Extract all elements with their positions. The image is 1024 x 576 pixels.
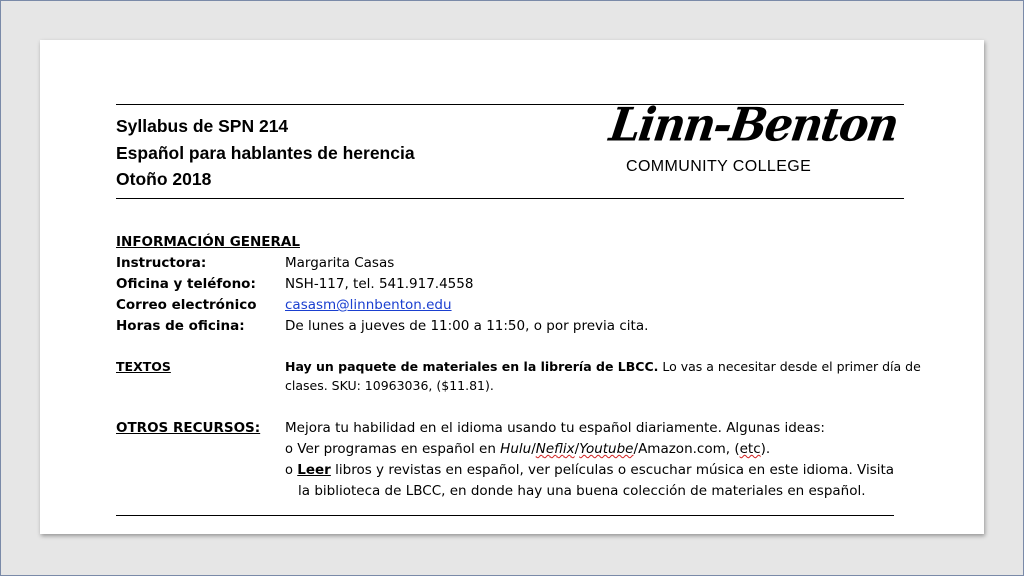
resources-bullet-1 [285,440,770,459]
resources-bullet-2-line2: la biblioteca de LBCC, en donde hay una buena colección de materiales en español. [298,483,866,499]
college-logo-subtitle: COMMUNITY COLLEGE [626,158,812,175]
office-hours-label: Horas de oficina: [116,318,245,334]
bullet-icon: o [285,442,293,457]
office-label: Oficina y teléfono: [116,276,256,292]
document-page [40,40,984,534]
resources-bullet-2 [285,461,894,480]
college-logo: Linn-Benton [606,98,901,153]
texts-bold: Hay un paquete de materiales en la librería de LBCC. [285,359,659,374]
texts-line1 [285,358,921,376]
slash: / [633,441,639,457]
term: Otoño 2018 [116,169,212,189]
youtube-text: Youtube [579,441,634,457]
resources-intro: Mejora tu habilidad en el idioma usando tu español diariamente. Algunas ideas: [285,420,825,436]
texts-heading: TEXTOS [116,359,171,374]
bottom-rule [116,515,894,516]
resources-heading: OTROS RECURSOS: [116,420,261,436]
slash: / [574,441,580,457]
email-link[interactable]: casasm@linnbenton.edu [285,297,452,313]
instructor-label: Instructora: [116,255,207,271]
bullet-1-end: ). [760,441,771,457]
texts-rest: Lo vas a necesitar desde el primer día de [658,359,921,374]
neflix-text: Neflix [535,441,575,457]
etc-text: etc [739,441,761,457]
syllabus-title: Syllabus de SPN 214 [116,116,289,136]
bullet-1-post: Amazon.com, ( [638,441,740,457]
slash: / [531,441,536,457]
email-label: Correo electrónico [116,297,257,313]
bullet-1-pre: Ver programas en español en [297,441,501,457]
course-name: Español para hablantes de herencia [116,143,415,163]
office-hours-value: De lunes a jueves de 11:00 a 11:50, o por previa cita. [285,318,649,334]
hulu-text: Hulu [500,441,532,457]
bullet-icon: o [285,463,293,478]
instructor-value: Margarita Casas [285,255,395,271]
general-info-heading: INFORMACIÓN GENERAL [116,234,300,250]
texts-line2: clases. SKU: 10963036, ($11.81). [285,378,494,393]
bullet-2-rest: libros y revistas en español, ver películas o escuchar música en este idioma. Visita [330,462,895,478]
office-value: NSH-117, tel. 541.917.4558 [285,276,474,292]
header-bottom-rule [116,198,904,199]
bullet-2-bold: Leer [297,462,331,478]
